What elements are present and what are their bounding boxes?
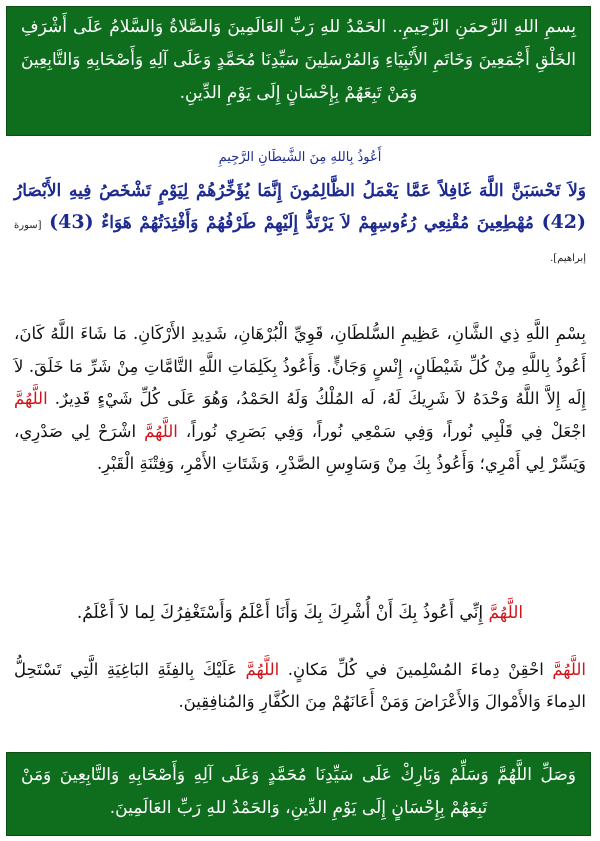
short-dua bbox=[14, 598, 586, 628]
footer-banner bbox=[6, 752, 591, 836]
dua-paragraph bbox=[14, 318, 586, 481]
dua-text-1: بِسْمِ اللَّهِ ذِي الشَّانِ، عَظِيمِ السُّلطَانِ، قَوِيِّ الْبُرْهَانِ، شَدِيدِ الأَرْكَانِ. مَا شَاءَ اللَّهُ كَانَ، أَعُوذُ بِاللَّهِ مِنْ كُلِّ شَيْطَانٍ، إِنْسٍ وَجَانٍّ. وَأَعُوذُ بِكَلِمَاتِ اللَّهِ التَّامَّاتِ مِنْ شَرِّ مَا خَلَقَ. لاَ إِلَه إِلاَّ اللَّهُ وَحْدَهُ لاَ شَرِيكَ لَهُ، لَه المُلْكُ وَلَهُ الحَمْدُ، وَهُوَ عَلَى كُلِّ شَيْءٍ قَدِيرٌ. bbox=[14, 324, 586, 409]
dua-text-3: اشْرَحْ لِي صَدْرِي، وَيَسِّرْ لِي أَمْرِي؛ وَأَعُوذُ بِكَ مِنْ وَسَاوِسِ الصَّدْرِ، وَشَتَاتِ الأَمْرِ، وَفِتْنَةِ الْقَبْرِ. bbox=[14, 421, 586, 474]
allahumma-1: اللَّهُمَّ bbox=[14, 389, 48, 409]
verse-number-43: (43) bbox=[49, 211, 94, 233]
header-banner bbox=[6, 6, 591, 136]
allahumma-3: اللَّهُمَّ bbox=[488, 603, 524, 623]
last-dua bbox=[14, 654, 586, 718]
quran-verse bbox=[14, 176, 586, 274]
surah-reference: [سورة إبراهيم]. bbox=[14, 220, 586, 264]
short-dua-text: إِنِّي أَعُوذُ بِكَ أَنْ أُشْرِكَ بِكَ وَأَنَا أَعْلَمُ وَأَسْتَغْفِرُكَ لِما لاَ أَعْلَمُ. bbox=[76, 603, 484, 623]
verse-part-2: مُهْطِعِينَ مُقْنِعِي رُءُوسِهِمْ لاَ يَرْتَدُّ إِلَيْهِمْ طَرْفُهُمْ وَأَفْئِدَتُهُمْ هَوَاءٌ bbox=[101, 213, 534, 233]
footer-text: وَصَلِّ اللَّهُمَّ وَسَلِّمْ وَبَارِكْ عَلَى سَيِّدِنَا مُحَمَّدٍ وَعَلَى آلِهِ وَأَصْحَابِهِ وَالتَّابِعِينَ وَمَنْ تَبِعَهُمْ بِإِحْسَانٍ إِلَى يَوْمِ الدِّينِ، وَالحَمْدُ للهِ رَبِّ العَالَمِينَ. bbox=[21, 765, 576, 818]
verse-number-42: (42) bbox=[541, 211, 587, 233]
last-dua-text-2: عَلَيْكَ بِالفِئَةِ البَاغِيَةِ الَّتِي تَسْتَحِلُّ الدِماءَ وَالأَمْوالَ وَالأَعْرَاضَ وَمَنْ أَعَانَهُمْ مِنَ الكُفَّارِ وَالمُنافِقِينَ. bbox=[14, 660, 586, 711]
allahumma-4: اللَّهُمَّ bbox=[552, 660, 586, 679]
dua-text-2: اجْعَلْ فِي قَلْبِي نُوراً، وَفِي سَمْعِي نُوراً، وَفِي بَصَرِي نُوراً، bbox=[185, 421, 586, 441]
allahumma-5: اللَّهُمَّ bbox=[245, 660, 280, 679]
verse-part-1: وَلاَ تَحْسَبَنَّ اللَّهَ غَافِلاً عَمَّا يَعْمَلُ الظَّالِمُونَ إِنَّمَا يُؤَخِّرُهُمْ لِيَوْمٍ تَشْخَصُ فِيهِ الأَبْصَارُ bbox=[14, 181, 586, 201]
taawwudh-line: أَعُوذُ بِاللهِ مِنَ الشَّيطَانِ الرَّجِيمِ bbox=[218, 150, 382, 165]
last-dua-text-1: احْقِنْ دِماءَ المُسْلِمينَ في كُلِّ مَكانٍ. bbox=[287, 660, 544, 679]
header-text: بِسمِ اللهِ الرَّحمَنِ الرَّحِيمِ.. الحَمْدُ للهِ رَبِّ العَالَمِينَ وَالصَّلاةُ وَالسَّلامُ عَلَى أَشْرَفِ الخَلْقِ أَجْمَعِينَ وَخَاتَمِ الأَنْبِيَاءِ وَالمُرْسَلِينَ سَيِّدِنَا مُحَمَّدٍ وَعَلَى آلِهِ وَأَصْحَابِهِ وَالتَّابِعِينَ وَمَنْ تَبِعَهُمْ بِإِحْسَانٍ إِلَى يَوْمِ الدِّينِ. bbox=[21, 17, 576, 103]
allahumma-2: اللَّهُمَّ bbox=[144, 421, 178, 441]
